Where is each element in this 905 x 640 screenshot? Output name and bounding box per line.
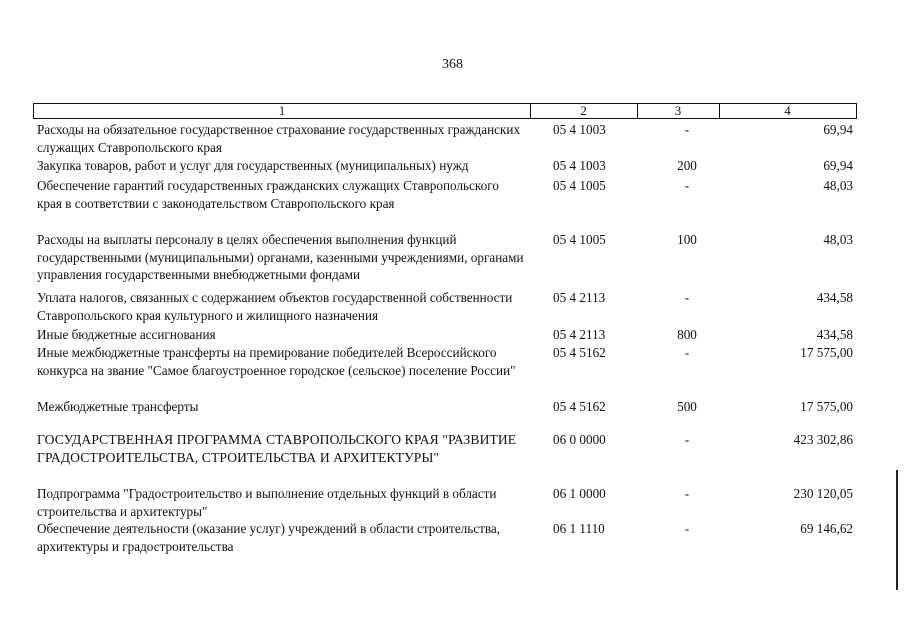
row-amount: 48,03 xyxy=(823,178,853,193)
row-name: Обеспечение деятельности (оказание услуг) учреждений в области строительства, архитектуры и градостроительства xyxy=(37,521,501,554)
column-header-4: 4 xyxy=(784,103,791,118)
table-header xyxy=(33,103,857,119)
row-type: - xyxy=(684,122,690,137)
row-code: 05 4 2113 xyxy=(553,290,606,305)
row-name: Обеспечение гарантий государственных гражданских служащих Ставропольского края в соответствии с законодательством Ставропольского края xyxy=(37,178,499,211)
row-name: Иные бюджетные ассигнования xyxy=(37,327,216,342)
row-code: 05 4 1005 xyxy=(553,232,606,247)
row-code: 05 4 5162 xyxy=(553,345,606,360)
column-header-3: 3 xyxy=(674,103,682,118)
row-amount: 69,94 xyxy=(823,158,853,173)
row-type: 100 xyxy=(677,232,697,247)
row-code: 05 4 2113 xyxy=(553,327,606,342)
column-header-1: 1 xyxy=(278,103,286,118)
scan-edge-mark xyxy=(896,470,898,590)
row-type: - xyxy=(684,521,690,536)
row-amount: 434,58 xyxy=(816,327,853,342)
page-number: 368 xyxy=(442,57,463,72)
row-name: Расходы на выплаты персоналу в целях обеспечения выполнения функций государственными (муниципальными) органами, казенными учреждениями, органами управления государственными внебюджетными фондами xyxy=(37,232,524,282)
row-code: 05 4 1003 xyxy=(553,158,606,173)
row-amount: 434,58 xyxy=(816,290,853,305)
row-name: Межбюджетные трансферты xyxy=(37,399,199,414)
row-amount: 17 575,00 xyxy=(800,399,853,414)
row-code: 05 4 1003 xyxy=(553,122,606,137)
row-name: Расходы на обязательное государственное страхование государственных гражданских служащих Ставропольского края xyxy=(37,122,521,155)
row-amount: 69,94 xyxy=(823,122,853,137)
row-name: Закупка товаров, работ и услуг для государственных (муниципальных) нужд xyxy=(37,158,469,173)
row-code: 06 1 1110 xyxy=(553,521,605,536)
row-type: - xyxy=(684,432,690,447)
row-amount: 48,03 xyxy=(823,232,853,247)
row-type: 500 xyxy=(677,399,697,414)
row-type: 800 xyxy=(677,327,697,342)
row-code: 05 4 1005 xyxy=(553,178,606,193)
row-type: - xyxy=(684,290,690,305)
row-name: Уплата налогов, связанных с содержанием объектов государственной собственности Ставропольского края культурного и жилищного назначения xyxy=(37,290,513,323)
row-type: - xyxy=(684,486,690,501)
column-header-2: 2 xyxy=(580,103,587,118)
row-type: - xyxy=(684,178,690,193)
row-code: 05 4 5162 xyxy=(553,399,606,414)
row-type: - xyxy=(684,345,690,360)
row-code: 06 0 0000 xyxy=(553,432,606,447)
row-amount: 423 302,86 xyxy=(793,432,853,447)
row-code: 06 1 0000 xyxy=(553,486,606,501)
row-type: 200 xyxy=(677,158,697,173)
row-amount: 69 146,62 xyxy=(800,521,853,536)
row-name: Подпрограмма "Градостроительство и выполнение отдельных функций в области строительства и архитектуры" xyxy=(37,486,497,519)
row-name: ГОСУДАРСТВЕННАЯ ПРОГРАММА СТАВРОПОЛЬСКОГО КРАЯ "РАЗВИТИЕ ГРАДОСТРОИТЕЛЬСТВА, СТРОИТЕЛЬСТВА И АРХИТЕКТУРЫ" xyxy=(37,432,517,465)
row-name: Иные межбюджетные трансферты на премирование победителей Всероссийского конкурса на звание "Самое благоустроенное городское (сельское) поселение России" xyxy=(37,345,516,378)
row-amount: 17 575,00 xyxy=(800,345,853,360)
row-amount: 230 120,05 xyxy=(793,486,853,501)
